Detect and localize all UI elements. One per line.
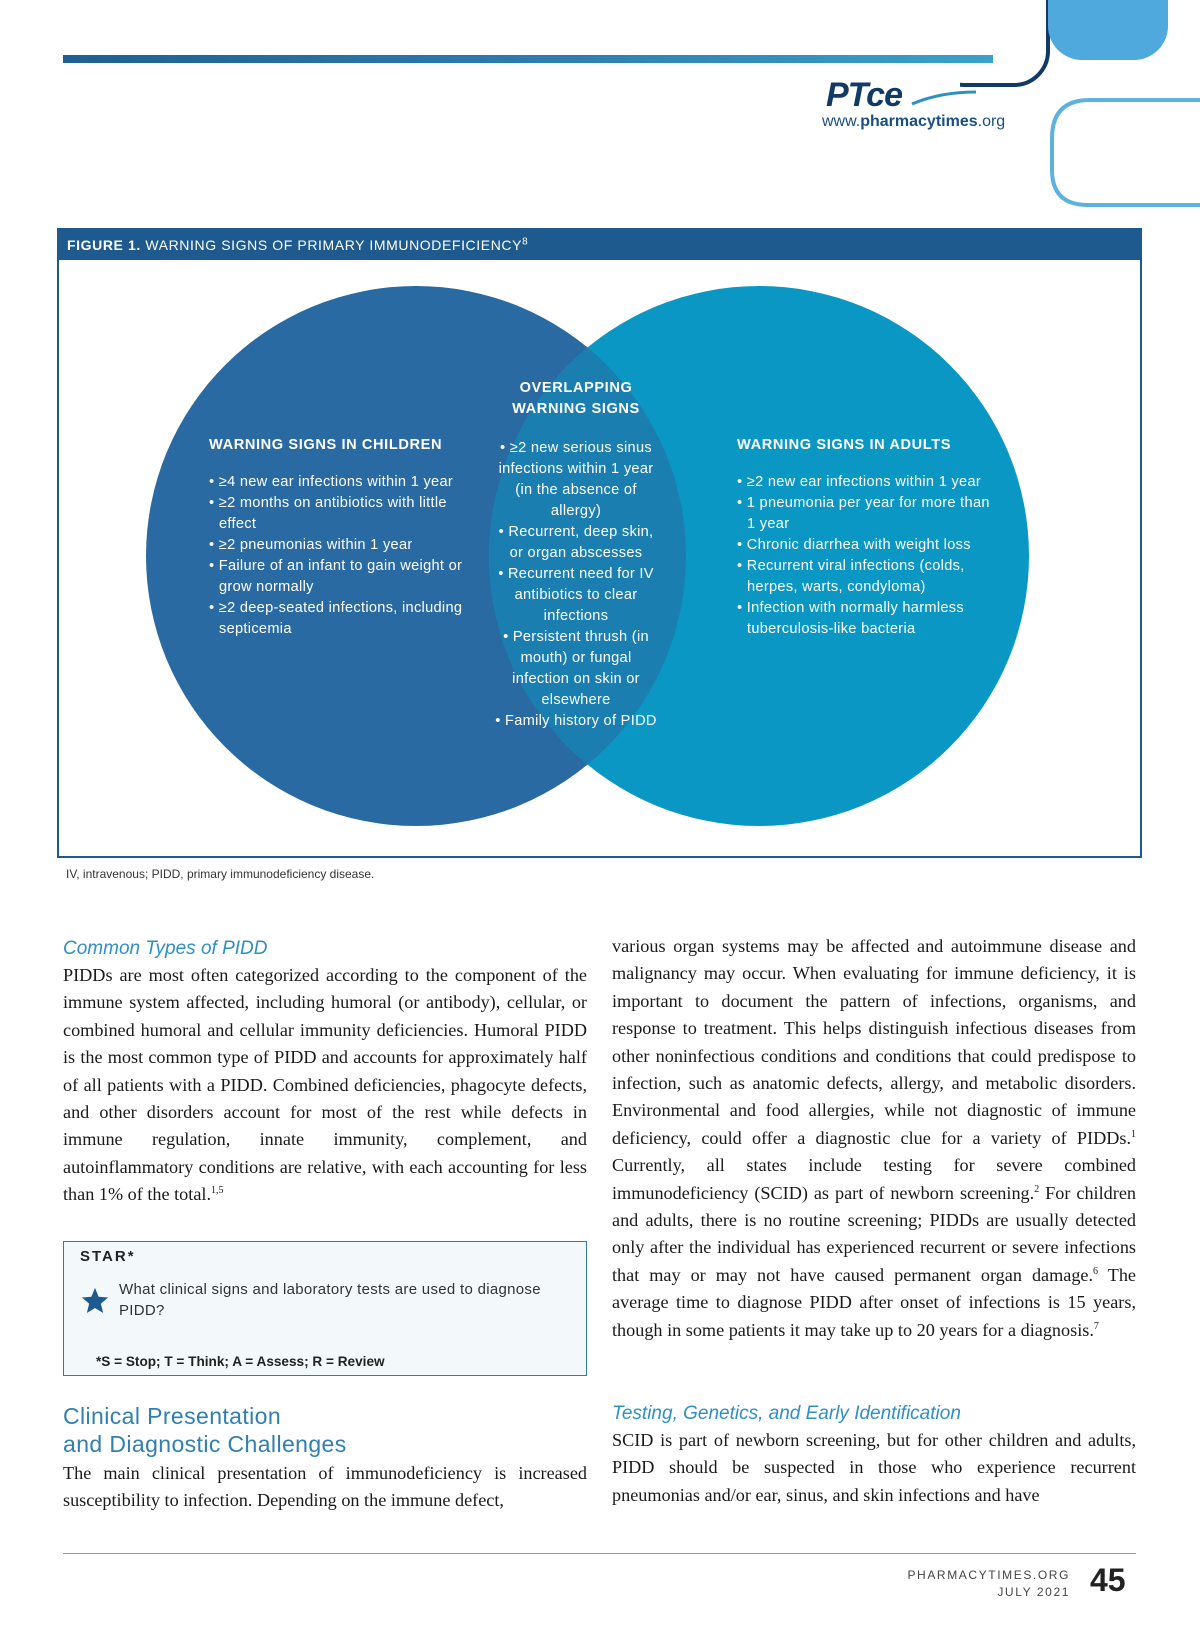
children-title: WARNING SIGNS IN CHILDREN bbox=[209, 437, 443, 453]
adults-item: • Recurrent viral infections (colds, herpes, warts, condyloma) bbox=[737, 558, 965, 595]
clinical-section bbox=[63, 1402, 587, 1515]
overlap-title-line: WARNING SIGNS bbox=[512, 401, 640, 417]
adults-item: • Infection with normally harmless tuberculosis-like bacteria bbox=[737, 600, 964, 637]
overlap-title bbox=[491, 378, 661, 420]
footer-rule bbox=[63, 1553, 1136, 1554]
paragraph-evaluation: various organ systems may be affected and autoimmune disease and malignancy may occur. When evaluating for immune deficiency, it is important to document the pattern of infections, organisms, and response to treatment. This helps distinguish infectious diseases from other noninfectious conditions and conditions that could predispose to infection, such as anatomic defects, allergy, and metabolic disorders. Environmental and food allergies, while not diagnostic of immune deficiency, could offer a diagnostic clue for a variety of PIDDs.$^1$ Currently, all states include testing for severe combined immunodeficiency (SCID) as part of newborn screening.$^2$ For children and adults, there is no routine screening; PIDDs are usually detected only after the individual has experienced recurrent or severe infections that may or may not have caused permanent organ damage.$^6$ The average time to diagnose PIDD after onset of infections is 15 years, though in some patients it may take up to 20 years for a diagnosis.$^7$ bbox=[612, 936, 1136, 1340]
ptce-logo[interactable] bbox=[822, 76, 1022, 136]
heading-line: Clinical Presentation bbox=[63, 1403, 282, 1429]
star-question: What clinical signs and laboratory tests are used to diagnose PIDD? bbox=[119, 1281, 541, 1319]
logo-mark: PTce bbox=[826, 76, 903, 114]
star-title: STAR* bbox=[80, 1248, 136, 1265]
overlap-signs bbox=[491, 378, 661, 732]
overlap-item: • ≥2 new serious sinus infections within 1 year (in the absence of allergy) bbox=[498, 440, 654, 519]
footer-date: JULY 2021 bbox=[997, 1585, 1070, 1599]
testing-section bbox=[612, 1403, 1136, 1509]
heading-common-types: Common Types of PIDD bbox=[63, 938, 268, 959]
overlap-item: • Family history of PIDD bbox=[495, 713, 657, 729]
adults-item: • ≥2 new ear infections within 1 year bbox=[737, 474, 982, 490]
site-url: www.pharmacytimes.org bbox=[822, 113, 1006, 130]
overlap-item: • Persistent thrush (in mouth) or fungal infection on skin or elsewhere bbox=[503, 629, 649, 708]
figure-venn bbox=[57, 228, 1142, 858]
star-icon bbox=[80, 1286, 110, 1316]
children-item: • ≥2 pneumonias within 1 year bbox=[209, 537, 413, 553]
figure-label: FIGURE 1. bbox=[67, 237, 141, 253]
header-rule bbox=[63, 55, 993, 63]
logo-swoosh-icon bbox=[910, 88, 980, 108]
star-callout bbox=[63, 1241, 587, 1376]
adults-signs bbox=[737, 435, 997, 640]
heading-clinical-presentation bbox=[63, 1402, 587, 1458]
children-item: • ≥2 months on antibiotics with little effect bbox=[209, 495, 447, 532]
footer-site: PHARMACYTIMES.ORG bbox=[907, 1568, 1070, 1582]
children-item: • ≥4 new ear infections within 1 year bbox=[209, 474, 454, 490]
children-item: • Failure of an infant to gain weight or grow normally bbox=[209, 558, 463, 595]
children-item: • ≥2 deep-seated infections, including septicemia bbox=[209, 600, 463, 637]
star-legend: *S = Stop; T = Think; A = Assess; R = Review bbox=[96, 1354, 385, 1369]
heading-line: and Diagnostic Challenges bbox=[63, 1431, 347, 1457]
figure-title: WARNING SIGNS OF PRIMARY IMMUNODEFICIENCY bbox=[145, 237, 523, 253]
overlap-item: • Recurrent need for IV antibiotics to clear infections bbox=[498, 566, 654, 624]
adults-item: • 1 pneumonia per year for more than 1 year bbox=[737, 495, 990, 532]
adults-title: WARNING SIGNS IN ADULTS bbox=[737, 437, 952, 453]
overlap-title-line: OVERLAPPING bbox=[519, 380, 633, 396]
adults-item: • Chronic diarrhea with weight loss bbox=[737, 537, 971, 553]
overlap-item: • Recurrent, deep skin, or organ abscesses bbox=[498, 524, 654, 561]
paragraph-common-types: PIDDs are most often categorized according to the component of the immune system affected, including humoral (or antibody), cellular, or combined humoral and cellular immunity deficiencies. Humoral PIDD is the most common type of PIDD and accounts for approximately half of all patients with a PIDD. Combined deficiencies, phagocyte defects, and other disorders account for most of the rest while defects in immune regulation, innate immunity, complement, and autoinflammatory conditions are relative, with each accounting for less than 1% of the total.$^{1,5}$ bbox=[63, 965, 587, 1205]
page-number: 45 bbox=[1090, 1562, 1126, 1598]
left-column bbox=[63, 938, 587, 1209]
heading-testing-genetics: Testing, Genetics, and Early Identification bbox=[612, 1403, 961, 1424]
paragraph-clinical-presentation: The main clinical presentation of immunodeficiency is increased susceptibility to infection. Depending on the immune defect, bbox=[63, 1463, 587, 1511]
figure-title-ref: 8 bbox=[522, 236, 529, 248]
figure-footnote: IV, intravenous; PIDD, primary immunodeficiency disease. bbox=[66, 867, 375, 881]
right-column bbox=[612, 938, 1136, 1344]
figure-title-bar bbox=[59, 230, 1140, 260]
paragraph-testing-genetics: SCID is part of newborn screening, but for other children and adults, PIDD should be suspected in those who experience recurrent pneumonias and/or ear, sinus, and skin infections and have bbox=[612, 1430, 1136, 1505]
children-signs bbox=[209, 435, 484, 640]
